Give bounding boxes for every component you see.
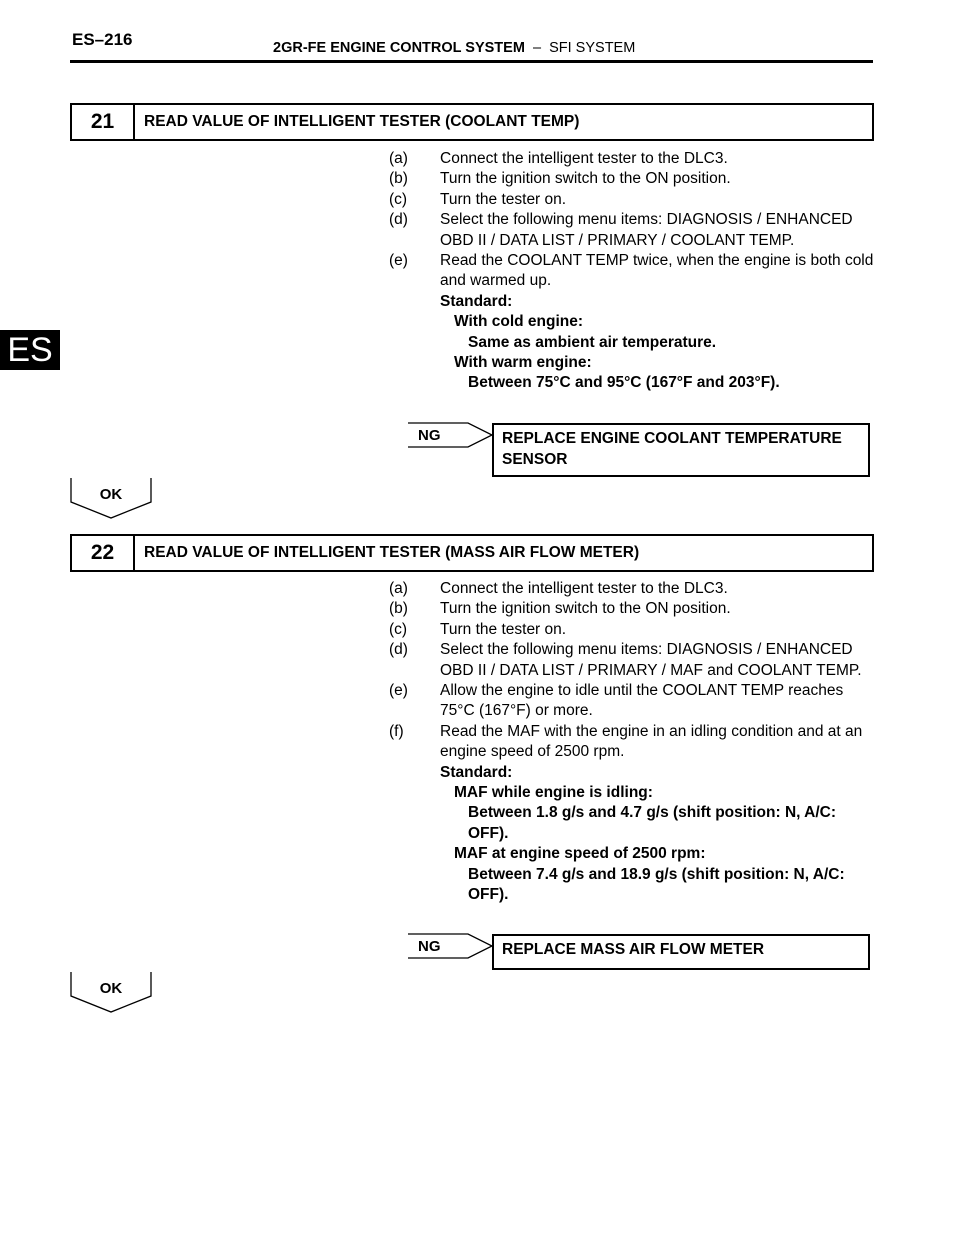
page-code: ES–216	[72, 30, 133, 49]
step-22-instructions	[389, 579, 879, 906]
instruction-item: (f) Read the MAF with the engine in an idling condition and at an engine speed of 2500 rpm.	[389, 722, 863, 761]
instruction-item: (c) Turn the tester on.	[389, 190, 567, 208]
header-title-normal: SFI SYSTEM	[549, 40, 636, 56]
header-title	[273, 40, 635, 56]
ng-label: NG	[418, 938, 441, 955]
ok-label: OK	[99, 486, 123, 503]
step-number: 22	[72, 536, 135, 570]
instruction-item: (a) Connect the intelligent tester to the DLC3.	[389, 580, 728, 597]
step-number: 21	[72, 105, 135, 139]
standard-value: Between 75°C and 95°C (167°F and 203°F).	[468, 374, 780, 392]
standard-value: Between 7.4 g/s and 18.9 g/s (shift position: N, A/C: OFF).	[468, 865, 845, 904]
step-title: READ VALUE OF INTELLIGENT TESTER (MASS AIR FLOW METER)	[144, 544, 640, 561]
instruction-item: (a) Connect the intelligent tester to the DLC3.	[389, 150, 728, 167]
standard-condition: MAF while engine is idling:	[454, 784, 653, 802]
step-21-header	[70, 103, 874, 141]
section-tab: ES	[0, 330, 60, 370]
standard-label: Standard:	[440, 292, 513, 310]
step-21-instructions	[389, 149, 879, 394]
ok-label: OK	[99, 980, 123, 997]
instruction-item: (e) Allow the engine to idle until the COOLANT TEMP reaches 75°C (167°F) or more.	[389, 682, 844, 720]
instruction-item: (d) Select the following menu items: DIAGNOSIS / ENHANCED OBD II / DATA LIST / PRIMARY / COOLANT TEMP.	[389, 211, 853, 249]
ng-result-box: REPLACE MASS AIR FLOW METER	[492, 934, 870, 970]
instruction-item: (c) Turn the tester on.	[389, 620, 567, 638]
header-title-bold: 2GR-FE ENGINE CONTROL SYSTEM	[273, 40, 525, 56]
step-title: READ VALUE OF INTELLIGENT TESTER (COOLANT TEMP)	[144, 113, 580, 130]
ng-label: NG	[418, 427, 441, 444]
instruction-item: (d) Select the following menu items: DIAGNOSIS / ENHANCED OBD II / DATA LIST / PRIMARY / MAF and COOLANT TEMP.	[389, 641, 862, 679]
standard-condition: With warm engine:	[454, 354, 592, 372]
instruction-item: (e) Read the COOLANT TEMP twice, when the engine is both cold and warmed up.	[389, 252, 874, 290]
ng-result-box: REPLACE ENGINE COOLANT TEMPERATURE SENSOR	[492, 423, 870, 477]
instruction-item: (b) Turn the ignition switch to the ON position.	[389, 170, 731, 188]
header-title-separator: –	[524, 40, 550, 56]
instruction-item: (b) Turn the ignition switch to the ON position.	[389, 600, 731, 618]
standard-label: Standard:	[440, 763, 513, 781]
standard-condition: MAF at engine speed of 2500 rpm:	[454, 845, 706, 863]
step-22-header	[70, 534, 874, 572]
header-rule	[70, 60, 873, 63]
standard-value: Same as ambient air temperature.	[468, 333, 717, 351]
standard-condition: With cold engine:	[454, 313, 584, 331]
standard-value: Between 1.8 g/s and 4.7 g/s (shift position: N, A/C: OFF).	[468, 804, 837, 842]
